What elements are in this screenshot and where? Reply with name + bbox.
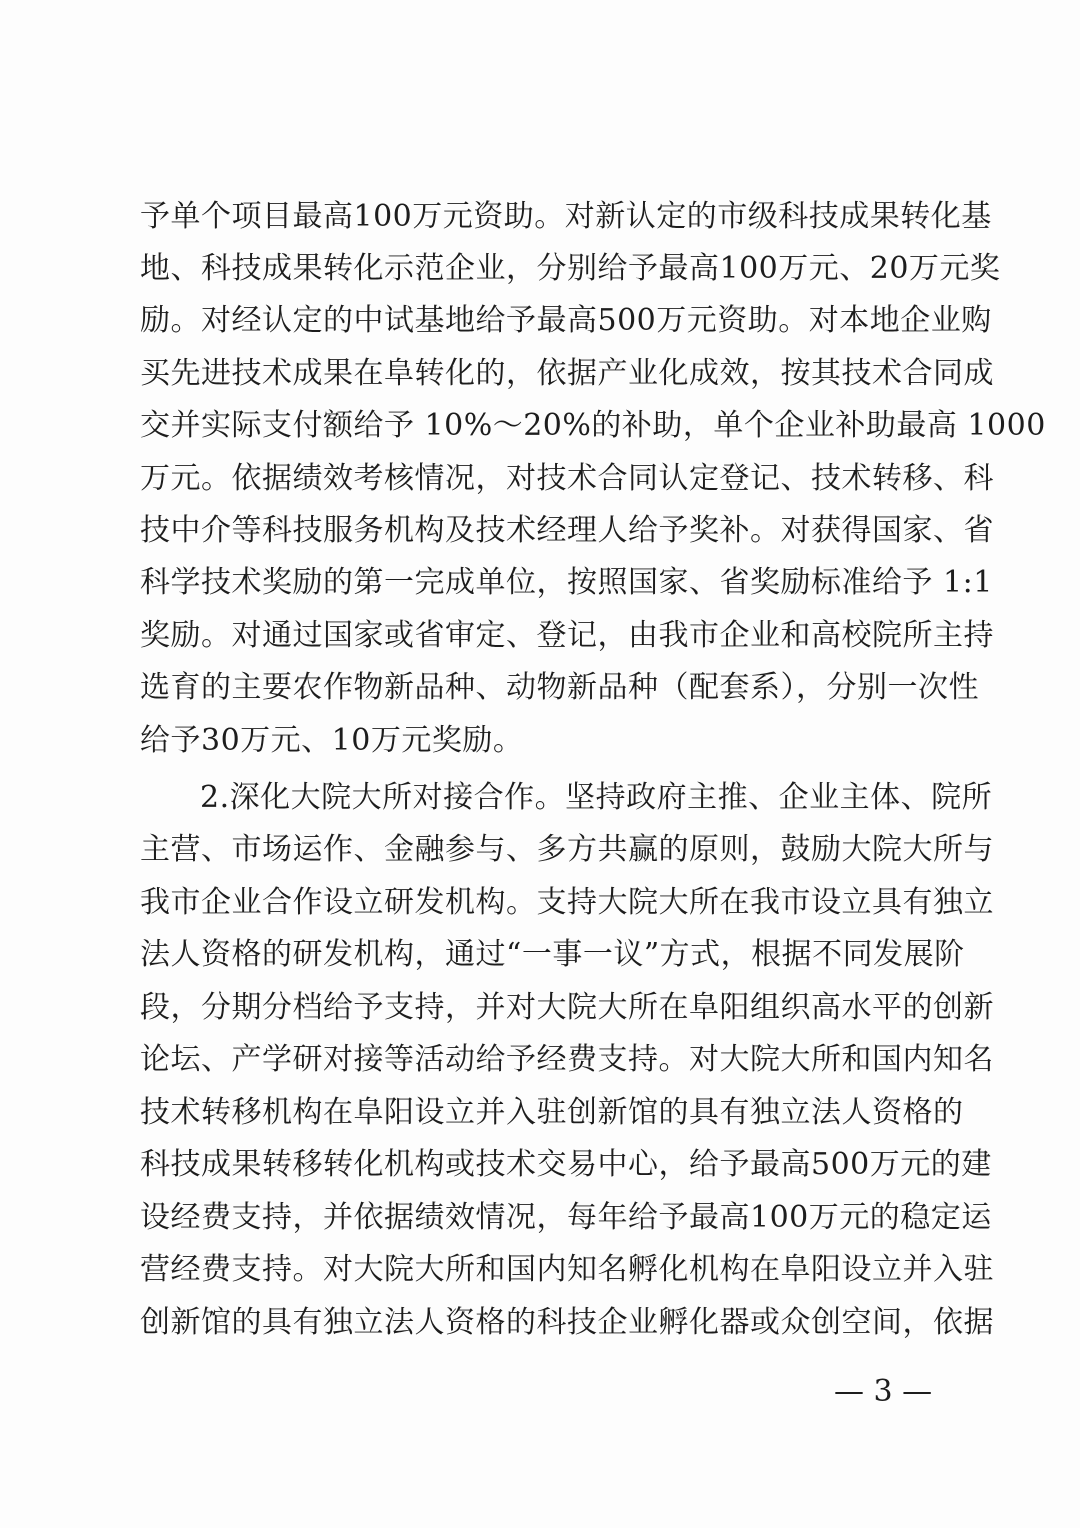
text-line: 主营、市场运作、金融参与、多方共赢的原则，鼓励大院大所与	[140, 832, 994, 867]
page-number: — 3 —	[834, 1374, 933, 1409]
text-line: 科学技术奖励的第一完成单位，按照国家、省奖励标准给予 1:1	[140, 565, 993, 600]
text-line: 万元。依据绩效考核情况，对技术合同认定登记、技术转移、科	[140, 461, 994, 496]
text-line: 设经费支持，并依据绩效情况，每年给予最高100万元的稳定运	[140, 1200, 992, 1235]
text-line: 创新馆的具有独立法人资格的科技企业孵化器或众创空间，依据	[140, 1305, 994, 1340]
text-line: 技中介等科技服务机构及技术经理人给予奖补。对获得国家、省	[140, 513, 994, 548]
text-line: 买先进技术成果在阜转化的，依据产业化成效，按其技术合同成	[140, 356, 994, 391]
text-line: 法人资格的研发机构，通过“一事一议”方式，根据不同发展阶	[140, 937, 965, 972]
text-line: 奖励。对通过国家或省审定、登记，由我市企业和高校院所主持	[140, 618, 994, 653]
text-line: 我市企业合作设立研发机构。支持大院大所在我市设立具有独立	[140, 885, 994, 920]
paragraph-first-line: 2.深化大院大所对接合作。坚持政府主推、企业主体、院所	[200, 780, 993, 815]
text-line: 营经费支持。对大院大所和国内知名孵化机构在阜阳设立并入驻	[140, 1252, 994, 1287]
text-line: 段，分期分档给予支持，并对大院大所在阜阳组织高水平的创新	[140, 990, 994, 1025]
text-line: 技术转移机构在阜阳设立并入驻创新馆的具有独立法人资格的	[140, 1095, 964, 1130]
text-line: 地、科技成果转化示范企业，分别给予最高100万元、20万元奖	[140, 251, 1001, 286]
text-line: 交并实际支付额给予 10%～20%的补助，单个企业补助最高 1000	[140, 408, 1046, 443]
text-line: 论坛、产学研对接等活动给予经费支持。对大院大所和国内知名	[140, 1042, 994, 1077]
text-line: 选育的主要农作物新品种、动物新品种（配套系），分别一次性	[140, 670, 979, 705]
text-line: 科技成果转移转化机构或技术交易中心，给予最高500万元的建	[140, 1147, 992, 1182]
text-line: 予单个项目最高100万元资助。对新认定的市级科技成果转化基	[140, 199, 992, 234]
text-line: 给予30万元、10万元奖励。	[140, 723, 524, 758]
text-line: 励。对经认定的中试基地给予最高500万元资助。对本地企业购	[140, 303, 992, 338]
